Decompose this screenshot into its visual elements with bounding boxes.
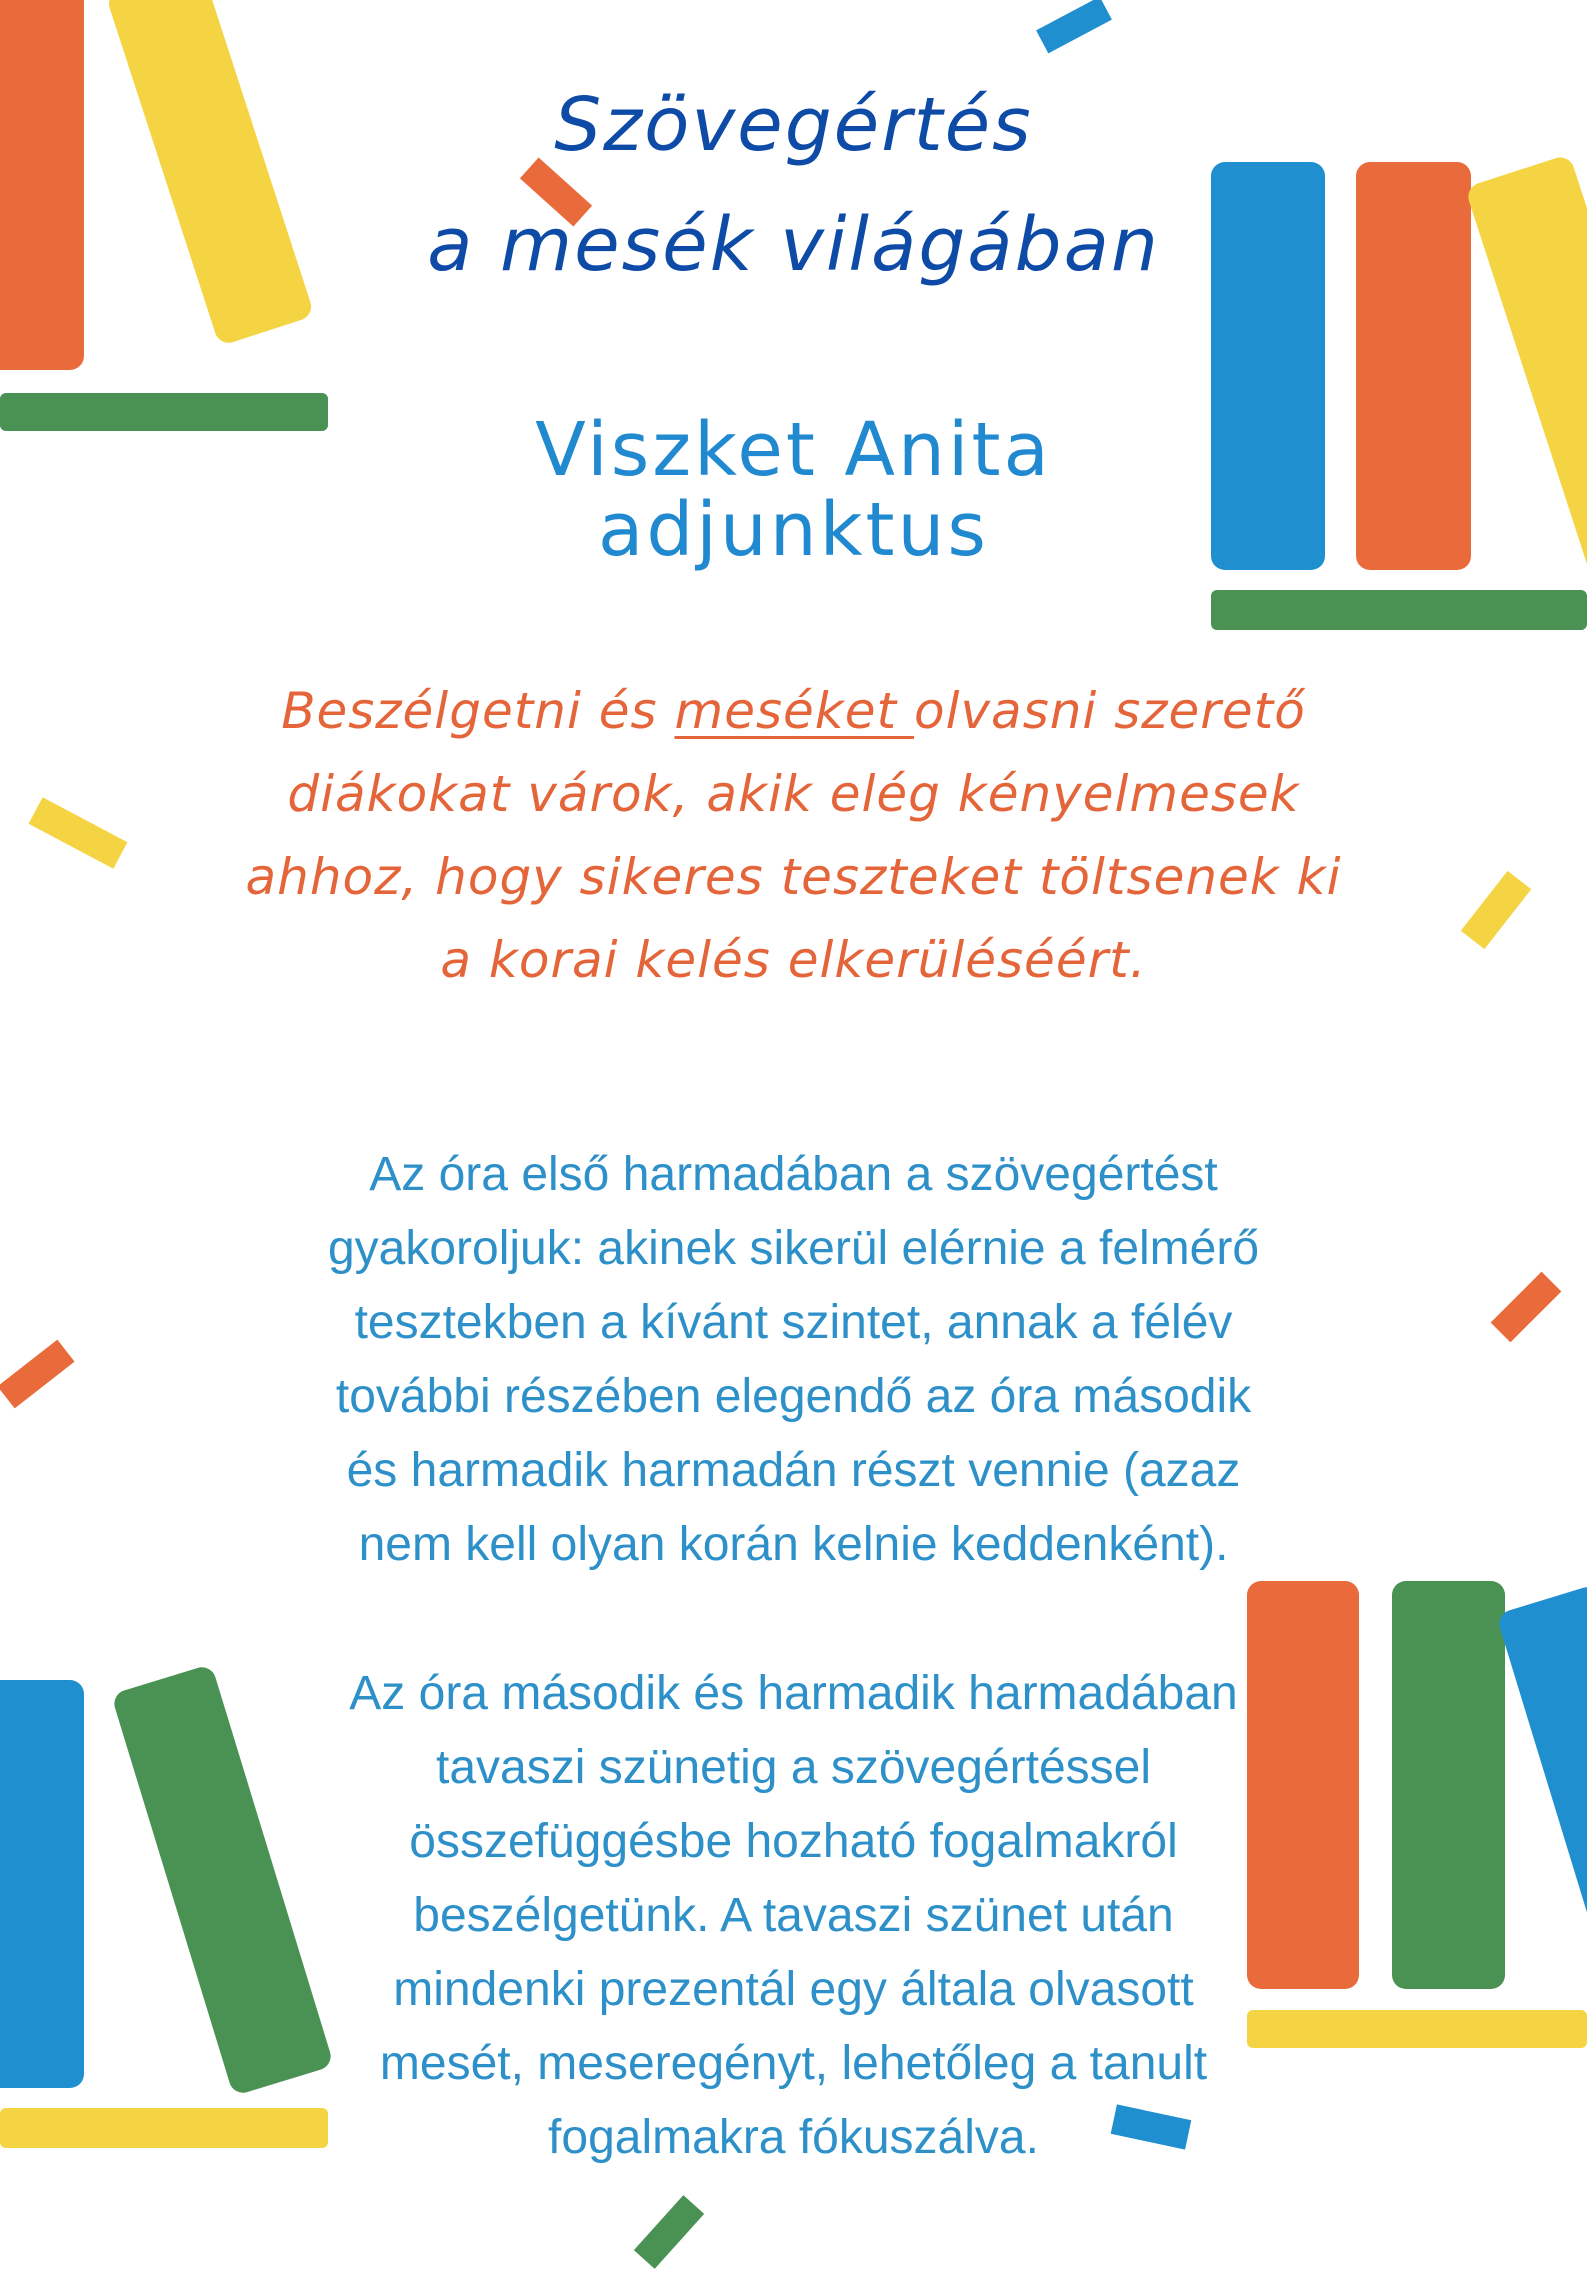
intro-underlined-word: meséket bbox=[674, 682, 914, 740]
paragraph-1-line: és harmadik harmadán részt vennie (azaz bbox=[346, 1444, 1241, 1497]
intro-line-1 bbox=[0, 670, 1587, 753]
confetti-blue-top bbox=[1036, 0, 1112, 53]
paragraph-1-line: nem kell olyan korán kelnie keddenként). bbox=[358, 1518, 1229, 1571]
intro-text bbox=[0, 670, 1587, 1002]
shelf-green-top-right bbox=[1211, 590, 1587, 630]
paragraph-2-line: Az óra második és harmadik harmadában bbox=[349, 1667, 1238, 1720]
paragraph-2 bbox=[0, 1657, 1587, 2175]
paragraph-1-line: Az óra első harmadában a szövegértést bbox=[369, 1148, 1218, 1201]
intro-line-3: ahhoz, hogy sikeres teszteket töltsenek ki bbox=[245, 848, 1342, 906]
paragraph-2-line: összefüggésbe hozható fogalmakról bbox=[409, 1815, 1178, 1868]
paragraph-1-line: gyakoroljuk: akinek sikerül elérnie a felmérő bbox=[327, 1222, 1260, 1275]
paragraph-1 bbox=[0, 1138, 1587, 1582]
paragraph-1-line: tesztekben a kívánt szintet, annak a félév bbox=[354, 1296, 1233, 1349]
intro-line-4: a korai kelés elkerüléséért. bbox=[440, 931, 1147, 989]
intro-line-1-before: Beszélgetni és bbox=[281, 682, 675, 740]
page-title bbox=[0, 65, 1587, 305]
intro-line-2: diákokat várok, akik elég kényelmesek bbox=[287, 765, 1300, 823]
author-block bbox=[0, 407, 1587, 573]
author-role: adjunktus bbox=[597, 487, 989, 573]
paragraph-2-line: tavaszi szünetig a szövegértéssel bbox=[435, 1741, 1152, 1794]
paragraph-1-line: további részében elegendő az óra második bbox=[335, 1370, 1252, 1423]
paragraph-2-line: beszélgetünk. A tavaszi szünet után bbox=[413, 1889, 1174, 1942]
confetti-green-bottom bbox=[634, 2195, 704, 2269]
paragraph-2-line: mindenki prezentál egy általa olvasott bbox=[393, 1963, 1194, 2016]
intro-line-1-after: olvasni szerető bbox=[913, 682, 1306, 740]
author-name: Viszket Anita bbox=[535, 407, 1052, 493]
title-line-2: a mesék világában bbox=[427, 202, 1160, 288]
paragraph-2-line: fogalmakra fókuszálva. bbox=[548, 2111, 1039, 2164]
title-line-1: Szövegértés bbox=[554, 82, 1033, 168]
paragraph-2-line: mesét, meseregényt, lehetőleg a tanult bbox=[379, 2037, 1208, 2090]
